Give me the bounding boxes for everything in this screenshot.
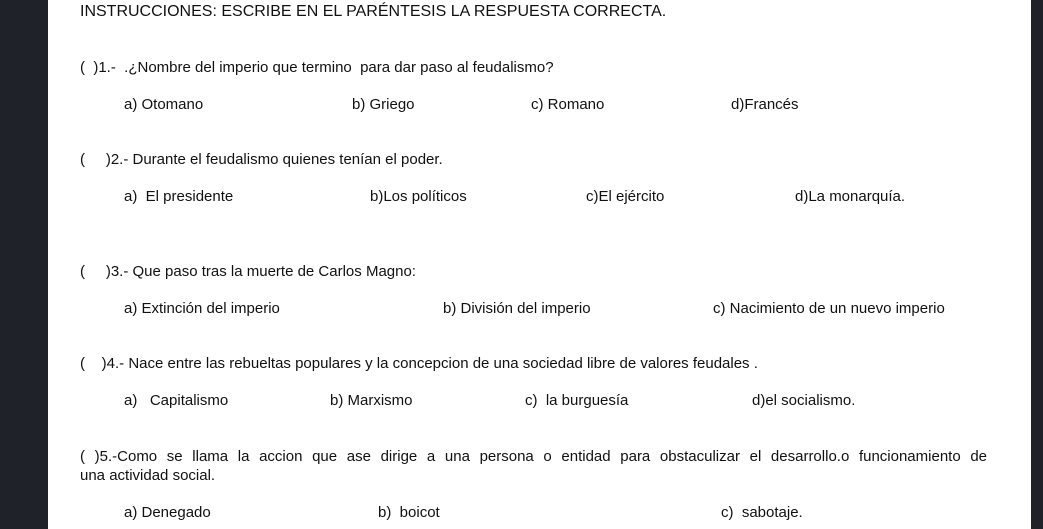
question-3-option-a: a) Extinción del imperio <box>124 300 280 317</box>
question-3: ( )3.- Que paso tras la muerte de Carlos Magno: <box>80 263 416 280</box>
question-2-option-c: c)El ejército <box>586 188 665 205</box>
question-2: ( )2.- Durante el feudalismo quienes tenían el poder. <box>80 151 443 168</box>
question-1: ( )1.- .¿Nombre del imperio que termino para dar paso al feudalismo? <box>80 59 554 76</box>
question-5-option-b: b) boicot <box>378 504 440 521</box>
question-1-option-d: d)Francés <box>731 96 799 113</box>
question-1-option-c: c) Romano <box>531 96 605 113</box>
question-2-option-b: b)Los políticos <box>370 188 467 205</box>
question-1-option-b: b) Griego <box>352 96 415 113</box>
question-2-option-d: d)La monarquía. <box>795 188 906 205</box>
question-4-option-c: c) la burguesía <box>525 392 629 409</box>
question-4-option-a: a) Capitalismo <box>124 392 229 409</box>
question-4: ( )4.- Nace entre las rebueltas populares y la concepcion de una sociedad libre de valores feudales . <box>80 355 758 372</box>
question-4-option-d: d)el socialismo. <box>752 392 856 409</box>
instructions-heading: INSTRUCCIONES: ESCRIBE EN EL PARÉNTESIS LA RESPUESTA CORRECTA. <box>80 3 667 20</box>
question-2-option-a: a) El presidente <box>124 188 234 205</box>
question-5-line-2: una actividad social. <box>80 467 216 484</box>
question-4-option-b: b) Marxismo <box>330 392 413 409</box>
question-3-option-c: c) Nacimiento de un nuevo imperio <box>713 300 945 317</box>
question-1-option-a: a) Otomano <box>124 96 204 113</box>
question-5-line-1: ( )5.-Como se llama la accion que ase dirige a una persona o entidad para obstaculizar el desarrollo.o funcionamiento de <box>80 448 987 465</box>
question-3-option-b: b) División del imperio <box>443 300 591 317</box>
worksheet-page <box>48 0 1031 529</box>
question-5-option-a: a) Denegado <box>124 504 211 521</box>
question-5-option-c: c) sabotaje. <box>721 504 803 521</box>
